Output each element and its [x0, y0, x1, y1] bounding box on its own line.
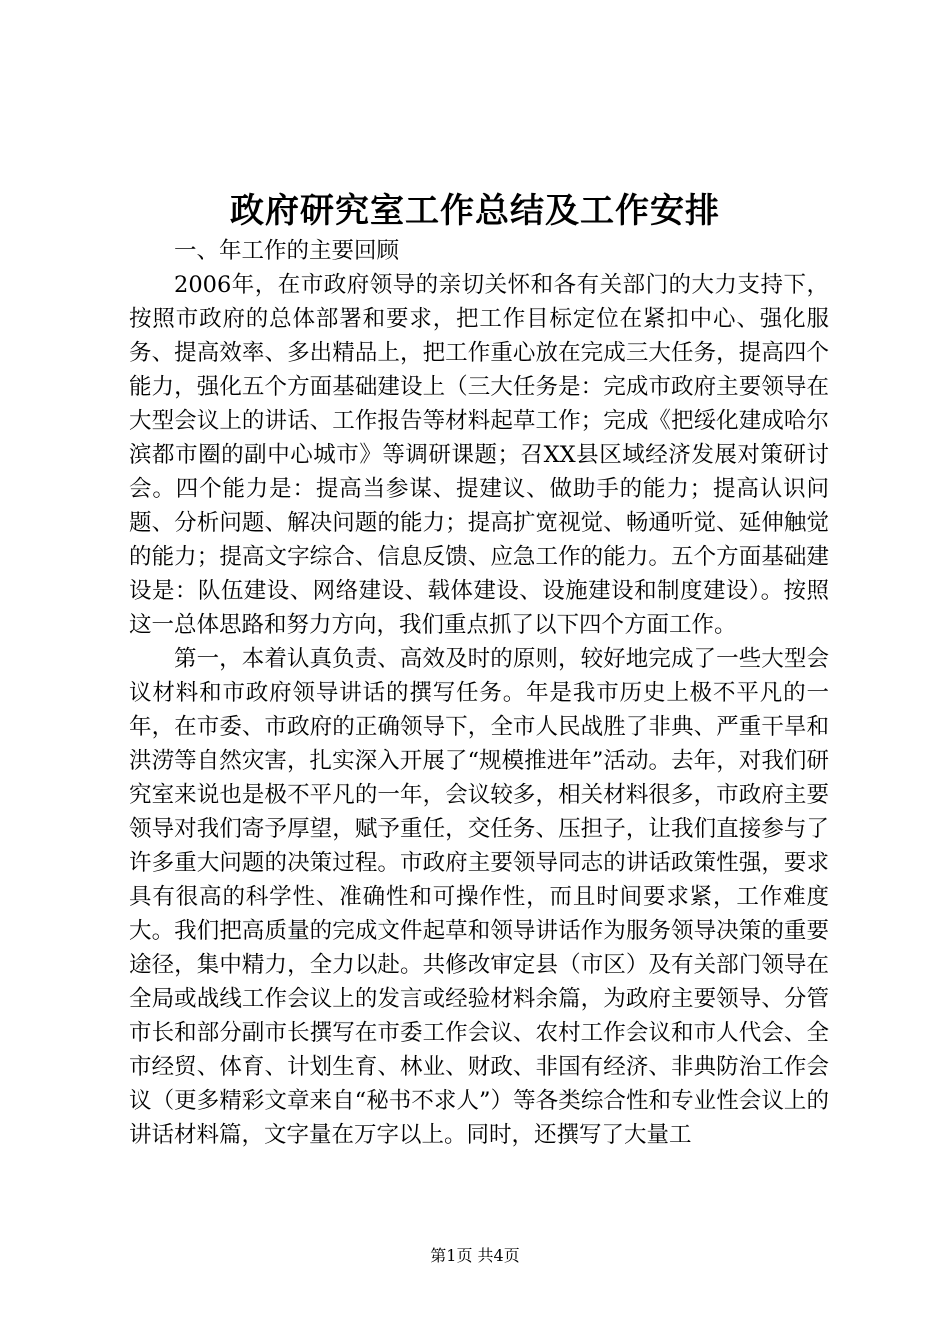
document-title: 政府研究室工作总结及工作安排 — [230, 191, 720, 231]
paragraph: 第一，本着认真负责、高效及时的原则，较好地完成了一些大型会议材料和市政府领导讲话的撰写任务。年是我市历史上极不平凡的一年，在市委、市政府的正确领导下，全市人民战胜了非典、严重干旱和洪涝等自然灾害，扎实深入开展了“规模推进年”活动。去年，对我们研究室来说也是极不平凡的一年，会议较多，相关材料很多，市政府主要领导对我们寄予厚望，赋予重任，交任务、压担子，让我们直接参与了许多重大问题的决策过程。市政府主要领导同志的讲话政策性强，要求具有很高的科学性、准确性和可操作性，而且时间要求紧，工作难度大。我们把高质量的完成文件起草和领导讲话作为服务领导决策的重要途径，集中精力，全力以赴。共修改审定县（市区）及有关部门领导在全局或战线工作会议上的发言或经验材料余篇，为政府主要领导、分管市长和部分副市长撰写在市委工作会议、农村工作会议和市人代会、全市经贸、体育、计划生育、林业、财政、非国有经济、非典防治工作会议（更多精彩文章来自“秘书不求人”）等各类综合性和专业性会议上的讲话材料篇，文字量在万字以上。同时，还撰写了大量工 — [129, 646, 829, 1148]
paragraph: 2006年，在市政府领导的亲切关怀和各有关部门的大力支持下，按照市政府的总体部署和要求，把工作目标定位在紧扣中心、强化服务、提高效率、多出精品上，把工作重心放在完成三大任务，提高四个能力，强化五个方面基础建设上（三大任务是：完成市政府主要领导在大型会议上的讲话、工作报告等材料起草工作；完成《把绥化建成哈尔滨都市圈的副中心城市》等调研课题；召XX县区域经济发展对策研讨会。四个能力是：提高当参谋、提建议、做助手的能力；提高认识问题、分析问题、解决问题的能力；提高扩宽视觉、畅通听觉、延伸触觉的能力；提高文字综合、信息反馈、应急工作的能力。五个方面基础建设是：队伍建设、网络建设、载体建设、设施建设和制度建设）。按照这一总体思路和努力方向，我们重点抓了以下四个方面工作。 — [129, 272, 829, 638]
document-body — [129, 234, 829, 1152]
page-footer: 第1页 共4页 — [430, 1246, 520, 1265]
section-heading: 一、年工作的主要回顾 — [174, 238, 400, 264]
